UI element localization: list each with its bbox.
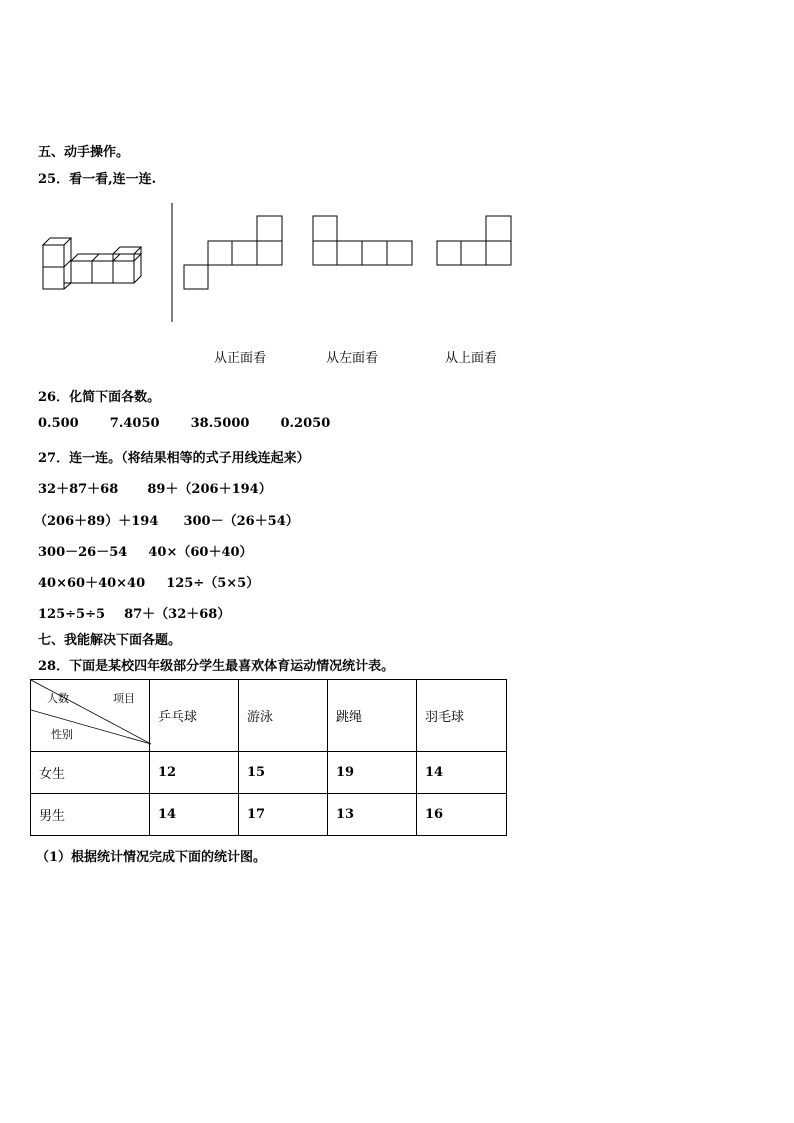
cell-boys-badminton: 16: [417, 794, 507, 836]
column-header-swimming: 游泳: [239, 680, 328, 752]
header-people: 人数: [47, 692, 69, 705]
expr-row-3: [38, 541, 253, 560]
view-label-front: 从正面看: [214, 351, 267, 366]
expr-left-1: 32＋87＋68: [38, 482, 119, 497]
column-header-pingpong: 乒乓球: [150, 680, 239, 752]
expr-row-2: [34, 510, 299, 529]
cell-boys-rope: 13: [328, 794, 417, 836]
expr-right-3: 40×（60＋40）: [148, 545, 253, 560]
numbers-row: [38, 416, 330, 431]
expr-row-5: [38, 603, 230, 622]
cell-boys-swimming: 17: [239, 794, 328, 836]
question-27: 27．连一连。（将结果相等的式子用线连起来）: [38, 451, 310, 466]
table-row: [31, 794, 507, 836]
number-1: 0.500: [38, 416, 79, 431]
diagonal-header-cell: [31, 680, 150, 752]
expr-left-3: 300－26－54: [38, 545, 128, 560]
expr-row-4: [38, 572, 259, 591]
expr-row-1: [38, 478, 272, 497]
header-gender: 性别: [51, 728, 73, 741]
expr-right-2: 300－（26＋54）: [183, 514, 299, 529]
number-2: 7.4050: [109, 416, 160, 431]
sports-table: [30, 679, 507, 836]
view-label-top: 从上面看: [445, 351, 498, 366]
section-5-heading: 五、动手操作。: [38, 145, 130, 160]
view-shape-b: [313, 216, 412, 265]
expr-right-5: 87＋（32＋68）: [124, 607, 231, 622]
number-4: 0.2050: [280, 416, 331, 431]
cell-girls-rope: 19: [328, 752, 417, 794]
question-28-part-1: （1）根据统计情况完成下面的统计图。: [36, 850, 267, 865]
view-label-left: 从左面看: [326, 351, 379, 366]
expr-right-4: 125÷（5×5）: [166, 576, 260, 591]
cell-boys-pingpong: 14: [150, 794, 239, 836]
number-3: 38.5000: [190, 416, 250, 431]
question-26: 26．化简下面各数。: [38, 390, 161, 405]
expr-left-4: 40×60＋40×40: [38, 576, 146, 591]
question-25: 25．看一看,连一连.: [38, 172, 157, 187]
row-label-boys: 男生: [31, 794, 150, 836]
header-item: 项目: [113, 692, 135, 705]
cube-views-figure: [0, 0, 794, 340]
cell-girls-badminton: 14: [417, 752, 507, 794]
cell-girls-pingpong: 12: [150, 752, 239, 794]
cube-solid-drawing: [43, 238, 141, 289]
question-28: 28．下面是某校四年级部分学生最喜欢体育运动情况统计表。: [38, 659, 395, 674]
section-7-heading: 七、我能解决下面各题。: [38, 633, 182, 648]
cell-girls-swimming: 15: [239, 752, 328, 794]
table-header-row: [31, 680, 507, 752]
view-shape-c: [437, 216, 511, 265]
row-label-girls: 女生: [31, 752, 150, 794]
expr-right-1: 89＋（206＋194）: [147, 482, 272, 497]
view-shape-a: [184, 216, 282, 289]
expr-left-2: （206＋89）＋194: [34, 514, 159, 529]
table-row: [31, 752, 507, 794]
column-header-badminton: 羽毛球: [417, 680, 507, 752]
expr-left-5: 125÷5÷5: [38, 607, 106, 622]
column-header-rope: 跳绳: [328, 680, 417, 752]
